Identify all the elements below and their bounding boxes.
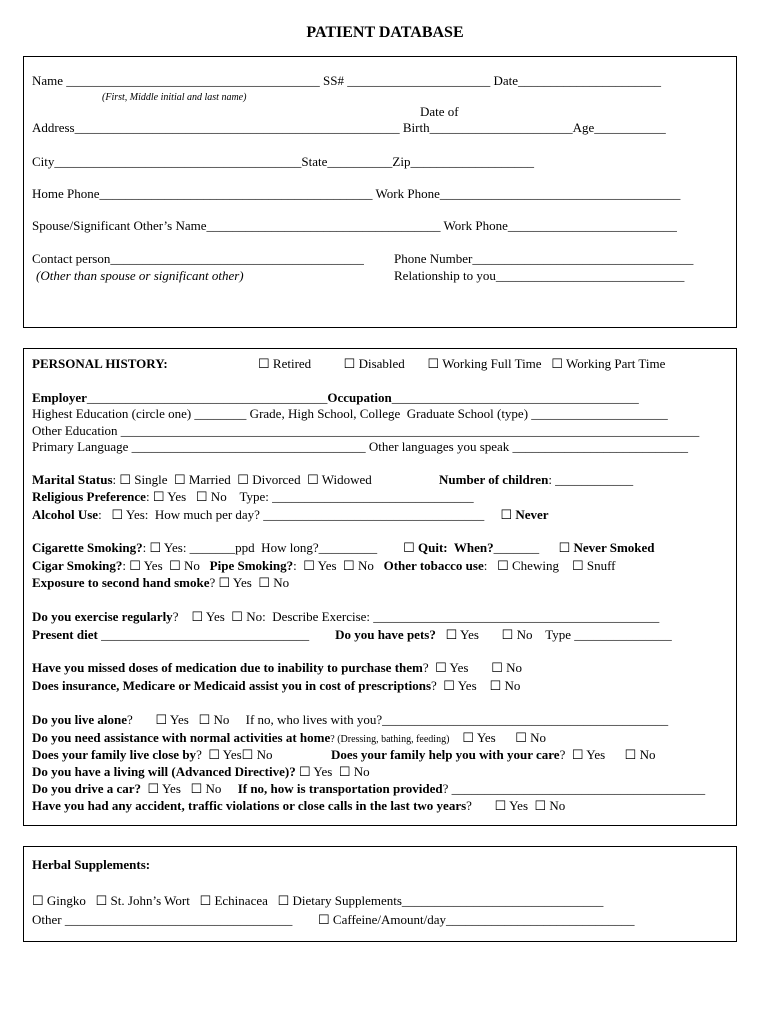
- exercise-options[interactable]: ? ☐ Yes ☐ No: Describe Exercise: ____________________________________________: [172, 609, 660, 624]
- contact-person-field[interactable]: Contact person_______________________________________: [32, 251, 364, 266]
- relationship-field[interactable]: Relationship to you_____________________________: [394, 268, 685, 283]
- employer-label: Employer: [32, 390, 87, 405]
- transport-field[interactable]: ? _______________________________________: [442, 781, 706, 796]
- spouse-row[interactable]: Spouse/Significant Other’s Name____________________________________ Work Phone__________________________: [32, 218, 677, 233]
- insurance-row[interactable]: [32, 678, 520, 694]
- address-row[interactable]: Address__________________________________________________ Birth______________________Age___________: [32, 120, 666, 135]
- marital-options[interactable]: : ☐ Single ☐ Married ☐ Divorced ☐ Widowed: [112, 472, 372, 487]
- quit-when-field[interactable]: _______ ☐: [493, 540, 574, 555]
- assistance-hint: ? (Dressing, bathing, feeding): [330, 734, 450, 745]
- education-row[interactable]: Highest Education (circle one) ________ Grade, High School, College Graduate School (type) _____________________: [32, 406, 668, 421]
- children-field[interactable]: : ____________: [548, 472, 634, 487]
- pipe-options[interactable]: : ☐ Yes ☐ No: [293, 558, 384, 573]
- exposure-options[interactable]: ? ☐ Yes ☐ No: [209, 575, 290, 590]
- personal-history-heading: PERSONAL HISTORY:: [32, 356, 168, 371]
- children-label: Number of children: [439, 472, 549, 487]
- work-status-options[interactable]: ☐ Retired ☐ Disabled ☐ Working Full Time ☐ Working Part Time: [258, 356, 666, 371]
- alcohol-row[interactable]: [32, 507, 549, 523]
- demographics-section: [23, 56, 737, 328]
- insurance-options[interactable]: ? ☐ Yes ☐ No: [431, 678, 521, 693]
- herbal-other-field[interactable]: Other ___________________________________: [32, 912, 293, 927]
- accident-label: Have you had any accident, traffic violations or close calls in the last two years: [32, 798, 467, 813]
- herbal-section: [23, 846, 737, 942]
- children-row[interactable]: [439, 472, 633, 488]
- languages-row[interactable]: Primary Language ____________________________________ Other languages you speak ___________________________: [32, 439, 689, 454]
- herbal-heading: Herbal Supplements:: [32, 857, 151, 872]
- family-close-label: Does your family live close by: [32, 747, 197, 762]
- name-hint: (First, Middle initial and last name): [102, 92, 247, 103]
- diet-row[interactable]: [32, 627, 672, 643]
- living-will-label: Do you have a living will (Advanced Directive)?: [32, 764, 296, 779]
- employer-field[interactable]: _____________________________________: [86, 390, 328, 405]
- religion-row[interactable]: [32, 489, 474, 505]
- drive-row[interactable]: [32, 781, 705, 797]
- marital-row[interactable]: [32, 472, 372, 488]
- live-alone-options[interactable]: ? ☐ Yes ☐ No If no, who lives with you?____________________________________________: [126, 712, 669, 727]
- insurance-label: Does insurance, Medicare or Medicaid assist you in cost of prescriptions: [32, 678, 432, 693]
- personal-history-section: [23, 348, 737, 826]
- quit-label: Quit: When?: [418, 540, 494, 555]
- page-title: PATIENT DATABASE: [306, 24, 464, 41]
- caffeine-field[interactable]: ☐ Caffeine/Amount/day_____________________________: [318, 912, 635, 927]
- religion-options[interactable]: : ☐ Yes ☐ No Type: _______________________________: [145, 489, 474, 504]
- diet-label: Present diet: [32, 627, 98, 642]
- herbal-options-row[interactable]: ☐ Gingko ☐ St. John’s Wort ☐ Echinacea ☐ Dietary Supplements_______________________________: [32, 893, 604, 908]
- family-row[interactable]: [32, 747, 655, 763]
- family-help-label: Does your family help you with your care: [330, 747, 560, 762]
- exposure-row[interactable]: [32, 575, 289, 591]
- pets-options[interactable]: ☐ Yes ☐ No Type _______________: [435, 627, 672, 642]
- cigar-row[interactable]: [32, 558, 616, 574]
- assistance-label: Do you need assistance with normal activities at home: [32, 730, 331, 745]
- other-tobacco-options[interactable]: : ☐ Chewing ☐ Snuff: [483, 558, 616, 573]
- name-row[interactable]: Name _______________________________________ SS# ______________________ Date______________________: [32, 73, 662, 88]
- live-alone-row[interactable]: [32, 712, 668, 728]
- never-smoked[interactable]: Never Smoked: [573, 540, 655, 555]
- drive-label: Do you drive a car?: [32, 781, 142, 796]
- employer-row[interactable]: [32, 390, 639, 406]
- exposure-label: Exposure to second hand smoke: [32, 575, 210, 590]
- accident-options[interactable]: ? ☐ Yes ☐ No: [466, 798, 566, 813]
- assistance-options[interactable]: ☐ Yes ☐ No: [449, 730, 547, 745]
- phone-number-field[interactable]: Phone Number__________________________________: [394, 251, 694, 266]
- cigarette-label: Cigarette Smoking?: [32, 540, 143, 555]
- alcohol-never[interactable]: Never: [515, 507, 549, 522]
- occupation-label: Occupation: [327, 390, 392, 405]
- missed-doses-label: Have you missed doses of medication due to inability to purchase them: [32, 660, 423, 675]
- diet-field[interactable]: ________________________________: [97, 627, 336, 642]
- exercise-label: Do you exercise regularly: [32, 609, 173, 624]
- missed-doses-row[interactable]: [32, 660, 522, 676]
- living-will-row[interactable]: [32, 764, 370, 780]
- pets-label: Do you have pets?: [335, 627, 436, 642]
- other-education-row[interactable]: Other Education _________________________________________________________________________________________: [32, 423, 700, 438]
- living-will-options[interactable]: ☐ Yes ☐ No: [295, 764, 370, 779]
- cigarette-options[interactable]: : ☐ Yes: _______ppd How long?_________ ☐: [142, 540, 418, 555]
- cigarette-row[interactable]: [32, 540, 655, 556]
- home-phone-row[interactable]: Home Phone__________________________________________ Work Phone_____________________________________: [32, 186, 681, 201]
- alcohol-label: Alcohol Use: [32, 507, 99, 522]
- contact-hint: (Other than spouse or significant other): [36, 268, 244, 283]
- transport-label: If no, how is transportation provided: [237, 781, 443, 796]
- marital-label: Marital Status: [32, 472, 113, 487]
- assistance-row[interactable]: [32, 730, 546, 748]
- dob-label-top: Date of: [420, 104, 459, 119]
- drive-options[interactable]: ☐ Yes ☐ No: [141, 781, 238, 796]
- missed-doses-options[interactable]: ? ☐ Yes ☐ No: [422, 660, 523, 675]
- accident-row[interactable]: [32, 798, 565, 814]
- occupation-field[interactable]: ______________________________________: [391, 390, 639, 405]
- live-alone-label: Do you live alone: [32, 712, 127, 727]
- cigar-label: Cigar Smoking?: [32, 558, 123, 573]
- cigar-options[interactable]: : ☐ Yes ☐ No: [122, 558, 210, 573]
- alcohol-options[interactable]: : ☐ Yes: How much per day? __________________________________ ☐: [98, 507, 516, 522]
- exercise-row[interactable]: [32, 609, 659, 625]
- family-close-options[interactable]: ? ☐ Yes☐ No: [196, 747, 331, 762]
- pipe-label: Pipe Smoking?: [209, 558, 294, 573]
- city-row[interactable]: City______________________________________State__________Zip___________________: [32, 154, 534, 169]
- religion-label: Religious Preference: [32, 489, 146, 504]
- other-tobacco-label: Other tobacco use: [383, 558, 484, 573]
- family-help-options[interactable]: ? ☐ Yes ☐ No: [559, 747, 656, 762]
